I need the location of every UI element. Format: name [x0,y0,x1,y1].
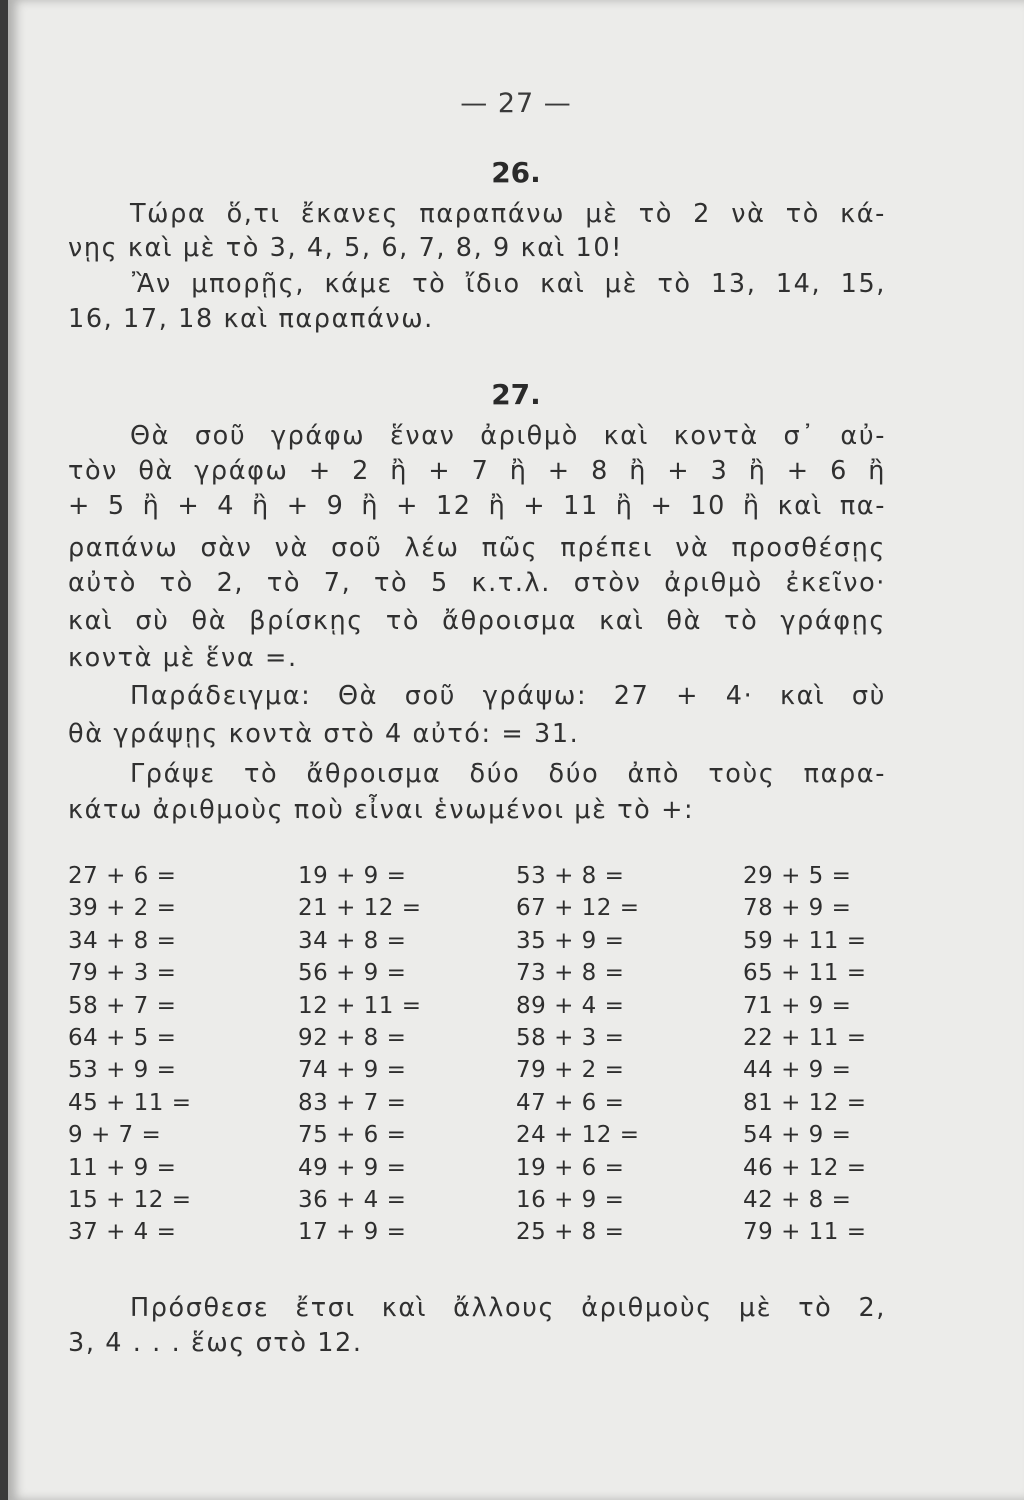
exercise-item: 78 + 9 = [743,895,852,922]
exercise-item: 21 + 12 = [298,895,422,922]
section-26-title: 26. [491,156,541,189]
exercise-item: 15 + 12 = [68,1187,192,1213]
section-27-line: ραπάνω σὰν νὰ σοῦ λέω πῶς πρέπει νὰ προσθέσῃς [68,533,886,563]
exercise-item: 53 + 9 = [68,1057,177,1084]
exercise-item: 67 + 12 = [516,895,640,922]
exercise-item: 19 + 9 = [298,863,407,889]
exercise-item: 64 + 5 = [68,1025,177,1051]
exercise-item: 92 + 8 = [298,1025,407,1051]
exercise-item: 44 + 9 = [743,1057,852,1084]
exercise-item: 12 + 11 = [298,992,422,1019]
exercise-item: 16 + 9 = [516,1187,625,1213]
book-page [8,0,1024,1500]
exercise-item: 73 + 8 = [516,960,625,987]
exercise-item: 54 + 9 = [743,1122,852,1149]
exercise-item: 34 + 8 = [68,927,177,954]
exercise-item: 74 + 9 = [298,1057,407,1084]
section-26-line: 16, 17, 18 καὶ παραπάνω. [68,304,434,334]
section-27-title: 27. [491,378,541,411]
section-27-line: + 5 ἢ + 4 ἢ + 9 ἢ + 12 ἢ + 11 ἢ + 10 ἢ καὶ πα- [68,491,886,521]
exercise-item: 89 + 4 = [516,992,625,1019]
exercise-item: 9 + 7 = [68,1122,162,1149]
exercise-item: 37 + 4 = [68,1219,177,1246]
section-27-line: καὶ σὺ θὰ βρίσκῃς τὸ ἄθροισμα καὶ θὰ τὸ γράφῃς [68,606,886,636]
exercise-item: 65 + 11 = [743,960,867,987]
exercise-item: 17 + 9 = [298,1219,407,1246]
exercise-item: 79 + 11 = [743,1219,867,1246]
section-27-line: κοντὰ μὲ ἕνα =. [68,643,298,673]
exercise-item: 42 + 8 = [743,1187,852,1213]
instruction-line: Γράψε τὸ ἄθροισμα δύο δύο ἀπὸ τοὺς παρα- [130,759,886,789]
exercise-item: 36 + 4 = [298,1187,407,1213]
exercise-item: 35 + 9 = [516,927,625,954]
section-27-line: αὐτὸ τὸ 2, τὸ 7, τὸ 5 κ.τ.λ. στὸν ἀριθμὸ ἐκεῖνο· [68,568,886,598]
section-26-line: Ἂν μπορῇς, κάμε τὸ ἴδιο καὶ μὲ τὸ 13, 14, 15, [132,269,886,299]
exercise-item: 47 + 6 = [516,1089,625,1116]
exercise-item: 83 + 7 = [298,1089,407,1116]
exercise-item: 71 + 9 = [743,992,852,1019]
section-26-line: νῃς καὶ μὲ τὸ 3, 4, 5, 6, 7, 8, 9 καὶ 10! [68,233,624,263]
instruction-line: κάτω ἀριθμοὺς ποὺ εἶναι ἑνωμένοι μὲ τὸ +: [68,795,695,825]
exercise-item: 58 + 3 = [516,1025,625,1051]
exercise-item: 24 + 12 = [516,1122,640,1149]
exercise-item: 19 + 6 = [516,1154,625,1181]
closing-line: 3, 4 . . . ἕως στὸ 12. [68,1328,363,1358]
section-27-line: Θὰ σοῦ γράφω ἕναν ἀριθμὸ καὶ κοντὰ σ᾿ αὐ- [130,421,886,451]
exercise-item: 56 + 9 = [298,960,407,987]
exercise-item: 53 + 8 = [516,863,625,889]
page-number: — 27 — [460,88,572,119]
exercise-item: 39 + 2 = [68,895,177,922]
closing-line: Πρόσθεσε ἔτσι καὶ ἄλλους ἀριθμοὺς μὲ τὸ 2, [130,1293,886,1323]
example-line: Παράδειγμα: Θὰ σοῦ γράψω: 27 + 4· καὶ σὺ [130,681,886,711]
exercise-item: 22 + 11 = [743,1025,867,1051]
section-27-line: τὸν θὰ γράφω + 2 ἢ + 7 ἢ + 8 ἢ + 3 ἢ + 6 ἢ [68,456,886,486]
exercise-item: 75 + 6 = [298,1122,407,1149]
exercise-item: 79 + 2 = [516,1057,625,1084]
exercise-item: 46 + 12 = [743,1154,867,1181]
exercise-item: 49 + 9 = [298,1154,407,1181]
exercise-item: 45 + 11 = [68,1089,192,1116]
exercise-item: 25 + 8 = [516,1219,625,1246]
exercise-item: 81 + 12 = [743,1089,867,1116]
section-26-line: Τώρα ὅ,τι ἔκανες παραπάνω μὲ τὸ 2 νὰ τὸ κά- [130,199,886,229]
exercise-item: 34 + 8 = [298,927,407,954]
exercise-item: 27 + 6 = [68,863,177,889]
example-line: θὰ γράψῃς κοντὰ στὸ 4 αὐτό: = 31. [68,719,580,749]
exercise-item: 11 + 9 = [68,1154,177,1181]
exercise-item: 58 + 7 = [68,992,177,1019]
exercise-item: 29 + 5 = [743,863,852,889]
exercise-item: 59 + 11 = [743,927,867,954]
exercise-item: 79 + 3 = [68,960,177,987]
